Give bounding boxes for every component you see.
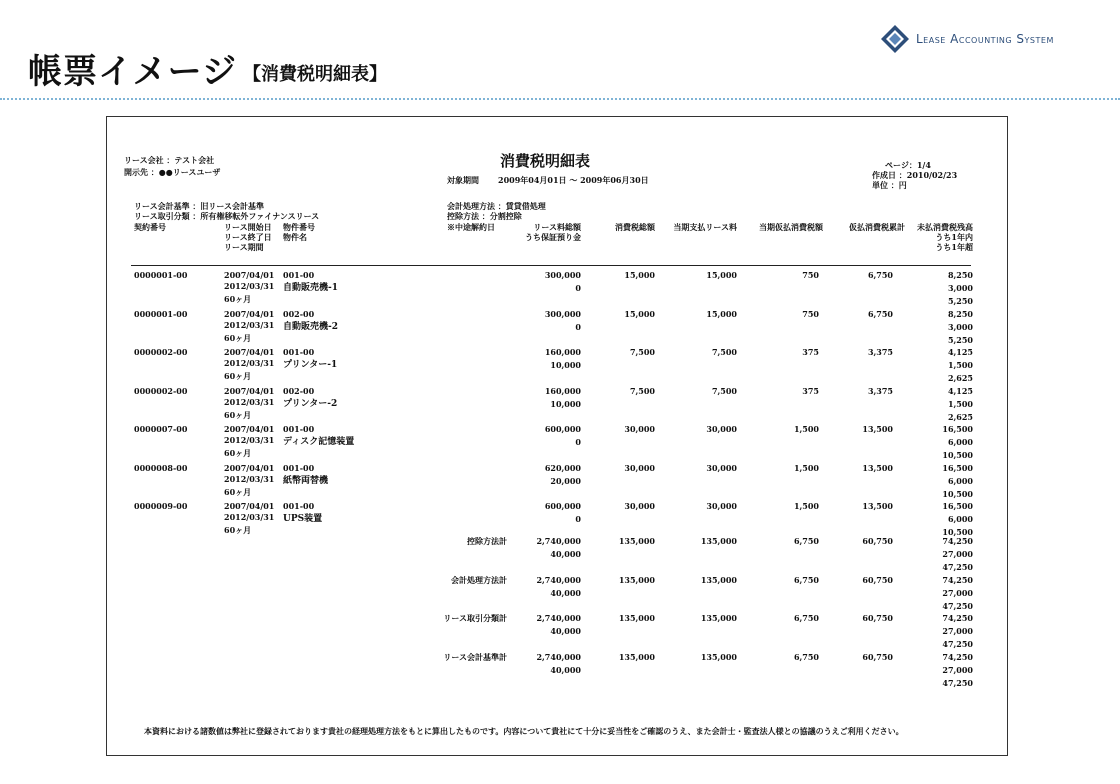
dotted-divider (0, 98, 1120, 100)
temp-total: 60,750 (862, 613, 893, 623)
contract-no: 0000001-00 (134, 270, 188, 280)
payment: 135,000 (700, 574, 737, 585)
deduction-method: 控除方法 ：分割控除 (447, 211, 522, 221)
item-no-header: 物件番号 (283, 222, 315, 232)
contract-no: 0000007-00 (134, 424, 188, 434)
item-name: UPS装置 (283, 514, 323, 524)
over-1y: 5,250 (947, 296, 973, 306)
tax-total: 7,500 (629, 347, 655, 357)
table-row (107, 347, 1007, 385)
slide-title: 帳票イメージ (28, 52, 237, 92)
temp-tax: 6,750 (793, 574, 819, 585)
subtotal-row (107, 613, 1007, 651)
end-date-header: リース終了日 (224, 232, 272, 242)
start-date: 2007/04/01 (224, 270, 275, 280)
temp-total: 3,375 (867, 347, 893, 357)
lease-total: 2,740,000 (536, 536, 581, 546)
unpaid-header: 未払消費税残高 (917, 222, 973, 232)
lease-period: 60ヶ月 (224, 409, 252, 420)
temp-total: 60,750 (862, 536, 893, 546)
deposit: 10,000 (550, 398, 581, 409)
unpaid: 4,125 (947, 347, 973, 357)
temp-tax: 1,500 (793, 501, 819, 511)
payment: 15,000 (706, 270, 737, 280)
item-name: 紙幣両替機 (283, 475, 329, 486)
diamond-logo-icon (880, 24, 910, 54)
over-1y: 2,625 (947, 373, 973, 383)
deposit: 40,000 (550, 626, 581, 636)
temp-total: 3,375 (867, 385, 893, 396)
deposit: 0 (575, 321, 581, 332)
start-date: 2007/04/01 (224, 385, 275, 396)
temp-total: 60,750 (862, 651, 893, 662)
within-1y-header: うち1年内 (935, 232, 973, 242)
subtotal-row (107, 536, 1007, 574)
disclose-label: 開示先 ：●●リースユーザ (124, 167, 221, 177)
over-1y: 47,250 (942, 639, 973, 649)
lease-total: 600,000 (544, 424, 581, 434)
deposit: 40,000 (550, 664, 581, 675)
over-1y: 5,250 (947, 334, 973, 345)
created-date: 作成日 ：2010/02/23 (872, 170, 958, 180)
lease-total: 2,740,000 (536, 651, 581, 662)
within-1y: 27,000 (942, 587, 973, 598)
unpaid: 16,500 (942, 462, 973, 473)
unpaid: 16,500 (942, 424, 973, 434)
brand-name: Lease Accounting System (916, 32, 1054, 46)
temp-tax-header: 当期仮払消費税額 (759, 222, 823, 232)
table-row (107, 270, 1007, 308)
deposit: 40,000 (550, 549, 581, 559)
lease-total: 160,000 (544, 347, 581, 357)
lease-total-header: リース料総額 (533, 222, 581, 232)
unit-label: 単位 ：円 (872, 180, 907, 190)
item-no: 002-00 (283, 308, 315, 319)
deposit: 10,000 (550, 360, 581, 370)
payment: 30,000 (706, 462, 737, 473)
deposit: 0 (575, 514, 581, 524)
item-name-header: 物件名 (283, 232, 307, 242)
unpaid: 16,500 (942, 501, 973, 511)
lease-total: 2,740,000 (536, 574, 581, 585)
within-1y: 6,000 (947, 514, 973, 524)
lease-total: 2,740,000 (536, 613, 581, 623)
over-1y: 10,500 (942, 527, 973, 537)
start-date: 2007/04/01 (224, 462, 275, 473)
temp-tax: 6,750 (793, 613, 819, 623)
end-date: 2012/03/31 (224, 396, 275, 407)
tax-total: 30,000 (624, 462, 655, 473)
contract-no: 0000009-00 (134, 501, 188, 511)
within-1y: 27,000 (942, 549, 973, 559)
end-date: 2012/03/31 (224, 281, 275, 291)
unpaid: 74,250 (942, 613, 973, 623)
deposit: 0 (575, 283, 581, 293)
temp-tax: 750 (802, 308, 819, 319)
end-date: 2012/03/31 (224, 435, 275, 445)
start-date: 2007/04/01 (224, 347, 275, 357)
period-value: 2009年04月01日 ～ 2009年06月30日 (498, 175, 649, 185)
tax-total: 30,000 (624, 424, 655, 434)
contract-no: 0000002-00 (134, 385, 188, 396)
within-1y: 3,000 (947, 321, 973, 332)
period-label: 対象期間 (447, 175, 479, 185)
table-row (107, 463, 1007, 501)
tax-total: 7,500 (629, 385, 655, 396)
temp-tax: 1,500 (793, 424, 819, 434)
payment: 30,000 (706, 501, 737, 511)
end-date: 2012/03/31 (224, 358, 275, 368)
temp-total: 60,750 (862, 574, 893, 585)
disclaimer-footer: 本資料における諸数値は弊社に登録されております貴社の経理処理方法をもとに算出したものです。内容について貴社にて十分に妥当性をご確認のうえ、また会計士・監査法人様との協議のうえご利用ください。 (144, 726, 904, 736)
payment: 7,500 (711, 385, 737, 396)
payment: 135,000 (700, 536, 737, 546)
cancel-date-header: ※中途解約日 (447, 222, 495, 232)
subtotal-row (107, 652, 1007, 690)
item-name: プリンター-1 (283, 360, 338, 370)
payment: 135,000 (700, 613, 737, 623)
temp-total-header: 仮払消費税累計 (849, 222, 905, 232)
slide-subtitle: 【消費税明細表】 (243, 64, 387, 85)
temp-total: 13,500 (862, 501, 893, 511)
tax-total: 135,000 (618, 651, 655, 662)
subtotal-label: リース会計基準計 (443, 651, 507, 662)
start-date: 2007/04/01 (224, 424, 275, 434)
lease-period: 60ヶ月 (224, 525, 252, 535)
over-1y: 47,250 (942, 600, 973, 611)
over-1y: 10,500 (942, 450, 973, 460)
deposit: 40,000 (550, 587, 581, 598)
end-date: 2012/03/31 (224, 512, 275, 522)
accounting-method: 会計処理方法 ：賃貸借処理 (447, 201, 546, 211)
deposit: 20,000 (550, 475, 581, 486)
over-1y-header: うち1年超 (935, 242, 973, 252)
lease-period: 60ヶ月 (224, 371, 252, 381)
start-date: 2007/04/01 (224, 308, 275, 319)
payment: 30,000 (706, 424, 737, 434)
over-1y: 10,500 (942, 488, 973, 499)
within-1y: 6,000 (947, 475, 973, 486)
temp-total: 13,500 (862, 424, 893, 434)
subtotal-row (107, 575, 1007, 613)
header-rule (131, 265, 971, 266)
within-1y: 6,000 (947, 437, 973, 447)
table-row (107, 501, 1007, 539)
lease-total: 300,000 (544, 308, 581, 319)
lease-period: 60ヶ月 (224, 486, 252, 497)
over-1y: 47,250 (942, 677, 973, 688)
subtotal-label: 会計処理方法計 (451, 574, 507, 585)
lease-standard: リース会計基準 ：旧リース会計基準 (134, 201, 264, 211)
temp-total: 13,500 (862, 462, 893, 473)
temp-tax: 375 (802, 347, 819, 357)
payment: 15,000 (706, 308, 737, 319)
item-no: 001-00 (283, 501, 315, 511)
unpaid: 74,250 (942, 651, 973, 662)
within-1y: 27,000 (942, 626, 973, 636)
item-no: 001-00 (283, 270, 315, 280)
item-name: プリンター-2 (283, 398, 338, 409)
item-no: 002-00 (283, 385, 315, 396)
lease-total: 600,000 (544, 501, 581, 511)
contract-no: 0000001-00 (134, 308, 188, 319)
lease-total: 620,000 (544, 462, 581, 473)
within-1y: 3,000 (947, 283, 973, 293)
end-date: 2012/03/31 (224, 319, 275, 330)
table-row (107, 424, 1007, 462)
unpaid: 74,250 (942, 536, 973, 546)
over-1y: 2,625 (947, 411, 973, 422)
start-date-header: リース開始日 (224, 222, 272, 232)
within-1y: 27,000 (942, 664, 973, 675)
unpaid: 8,250 (947, 270, 973, 280)
period-header: リース期間 (224, 242, 264, 252)
unpaid: 74,250 (942, 574, 973, 585)
contract-no: 0000002-00 (134, 347, 188, 357)
item-no: 001-00 (283, 347, 315, 357)
deposit: 0 (575, 437, 581, 447)
table-row (107, 386, 1007, 424)
item-name: 自動販売機-2 (283, 321, 338, 332)
within-1y: 1,500 (947, 360, 973, 370)
subtotal-label: リース取引分類計 (443, 613, 507, 623)
table-row (107, 309, 1007, 347)
tax-total-header: 消費税総額 (615, 222, 655, 232)
item-no: 001-00 (283, 424, 315, 434)
item-name: ディスク記憶装置 (283, 437, 355, 447)
page-number: ページ：1/4 (885, 160, 931, 170)
over-1y: 47,250 (942, 562, 973, 572)
deposit-header: うち保証預り金 (525, 232, 581, 242)
payment: 7,500 (711, 347, 737, 357)
lessor-label: リース会社 ：テスト会社 (124, 155, 215, 165)
tax-total: 15,000 (624, 308, 655, 319)
report-title: 消費税明細表 (500, 152, 591, 170)
lease-total: 160,000 (544, 385, 581, 396)
temp-tax: 1,500 (793, 462, 819, 473)
payment: 135,000 (700, 651, 737, 662)
payment-header: 当期支払リース料 (673, 222, 737, 232)
contract-no: 0000008-00 (134, 462, 188, 473)
temp-total: 6,750 (867, 308, 893, 319)
lease-total: 300,000 (544, 270, 581, 280)
tax-total: 135,000 (618, 613, 655, 623)
contract-no-header: 契約番号 (134, 222, 166, 232)
tax-total: 30,000 (624, 501, 655, 511)
lease-period: 60ヶ月 (224, 332, 252, 343)
unpaid: 4,125 (947, 385, 973, 396)
lease-period: 60ヶ月 (224, 448, 252, 458)
lease-class: リース取引分類 ：所有権移転外ファイナンスリース (134, 211, 320, 221)
tax-total: 15,000 (624, 270, 655, 280)
temp-tax: 750 (802, 270, 819, 280)
item-no: 001-00 (283, 462, 315, 473)
unpaid: 8,250 (947, 308, 973, 319)
end-date: 2012/03/31 (224, 473, 275, 484)
subtotal-label: 控除方法計 (467, 536, 507, 546)
start-date: 2007/04/01 (224, 501, 275, 511)
tax-total: 135,000 (618, 536, 655, 546)
within-1y: 1,500 (947, 398, 973, 409)
tax-total: 135,000 (618, 574, 655, 585)
temp-tax: 6,750 (793, 536, 819, 546)
item-name: 自動販売機-1 (283, 283, 338, 293)
lease-period: 60ヶ月 (224, 294, 252, 304)
temp-tax: 375 (802, 385, 819, 396)
temp-tax: 6,750 (793, 651, 819, 662)
report-sheet (106, 116, 1008, 756)
temp-total: 6,750 (867, 270, 893, 280)
brand-logo (880, 22, 1054, 56)
